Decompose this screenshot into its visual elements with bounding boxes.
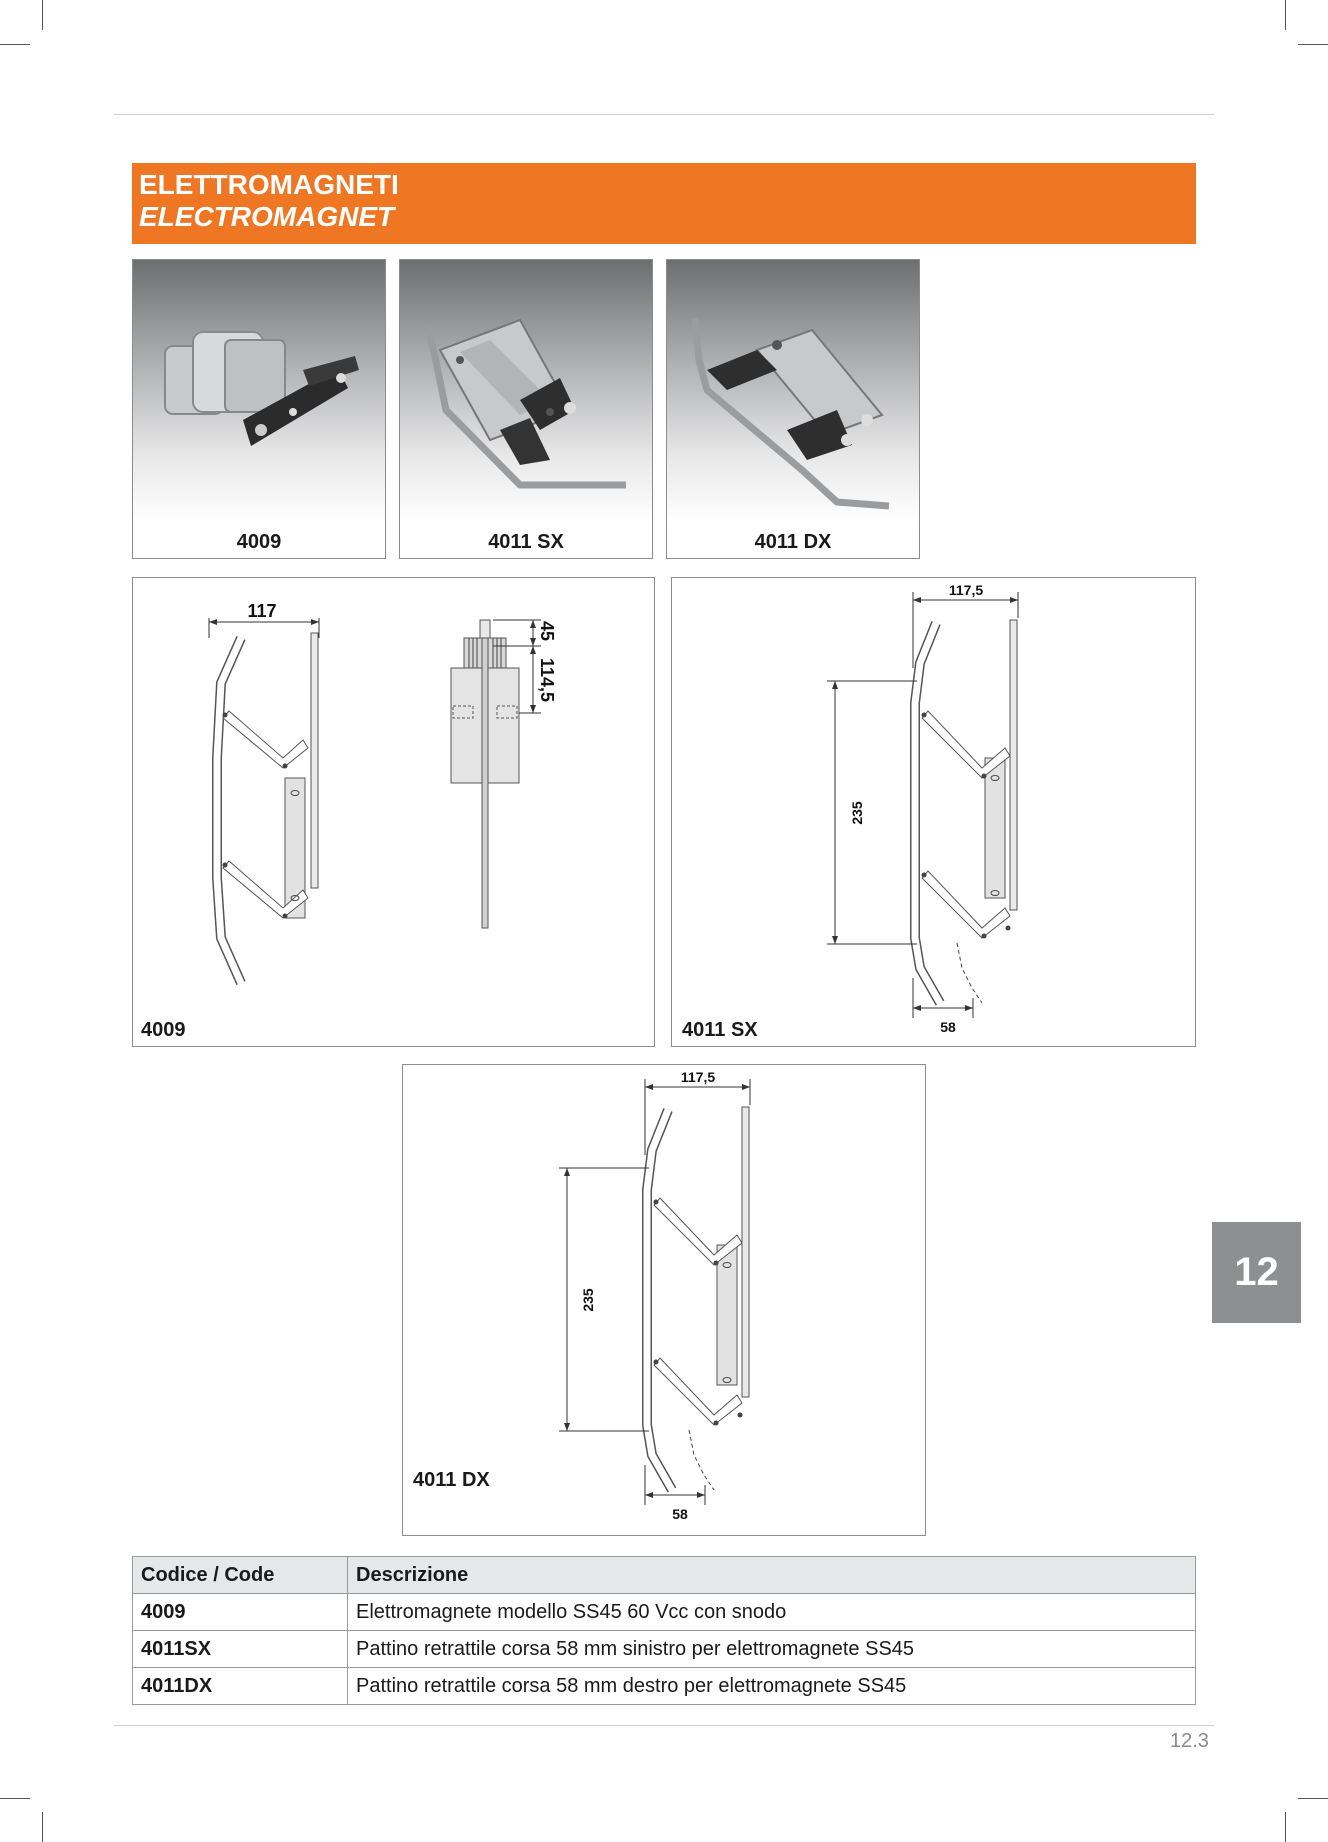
dim-label-b: 114,5	[537, 658, 557, 703]
photo-image	[400, 260, 652, 522]
photo-caption: 4011 SX	[488, 531, 564, 553]
dim-label-width: 117,5	[948, 582, 984, 598]
table-row	[133, 1631, 1196, 1668]
crop-mark	[42, 0, 43, 30]
dim-label-width: 117,5	[680, 1069, 716, 1085]
table-row	[133, 1594, 1196, 1631]
product-code: 4011DX	[133, 1668, 348, 1705]
dim-label-stroke: 58	[940, 1019, 956, 1035]
technical-drawing-4009	[133, 578, 654, 1046]
crop-mark	[42, 1812, 43, 1842]
photo-image	[133, 260, 385, 522]
drawing-panel-4011sx	[671, 577, 1196, 1047]
chapter-tab: 12	[1212, 1222, 1301, 1323]
dim-label-width: 117	[247, 601, 277, 621]
dim-label-a: 45	[537, 621, 557, 642]
top-rule	[114, 114, 1214, 115]
crop-mark	[1298, 1798, 1328, 1799]
product-code: 4011SX	[133, 1631, 348, 1668]
section-header	[132, 163, 1196, 244]
dim-label-height: 235	[849, 801, 865, 825]
product-description: Pattino retrattile corsa 58 mm destro per elettromagnete SS45	[348, 1668, 1196, 1705]
dim-label-height: 235	[580, 1288, 596, 1312]
product-description: Pattino retrattile corsa 58 mm sinistro per elettromagnete SS45	[348, 1631, 1196, 1668]
drawing-label: 4009	[141, 1019, 186, 1041]
column-header-description: Descrizione	[348, 1557, 1196, 1594]
table-header-row	[133, 1557, 1196, 1594]
product-photo-4011dx	[666, 259, 920, 559]
page-number: 12.3	[1170, 1730, 1209, 1752]
drawing-panel-4011dx	[402, 1064, 926, 1536]
column-header-code: Codice / Code	[133, 1557, 348, 1594]
title-english: ELECTROMAGNET	[139, 201, 395, 232]
drawing-label: 4011 SX	[682, 1019, 758, 1041]
product-description: Elettromagnete modello SS45 60 Vcc con snodo	[348, 1594, 1196, 1631]
product-photo-4009	[132, 259, 386, 559]
photo-caption: 4011 DX	[754, 531, 832, 553]
product-code: 4009	[133, 1594, 348, 1631]
drawing-panel-4009	[132, 577, 655, 1047]
technical-drawing-4011dx	[403, 1065, 925, 1535]
product-photo-4011sx	[399, 259, 653, 559]
photo-image	[667, 260, 919, 522]
product-table	[132, 1556, 1196, 1705]
dim-label-stroke: 58	[672, 1506, 688, 1522]
title-italian: ELETTROMAGNETI	[139, 169, 399, 200]
photo-caption: 4009	[236, 531, 282, 553]
crop-mark	[0, 44, 30, 45]
crop-mark	[1285, 0, 1286, 30]
crop-mark	[0, 1798, 30, 1799]
drawing-label: 4011 DX	[413, 1469, 490, 1491]
technical-drawing-4011sx	[672, 578, 1195, 1046]
bottom-rule	[114, 1725, 1214, 1726]
crop-mark	[1298, 44, 1328, 45]
crop-mark	[1285, 1812, 1286, 1842]
table-row	[133, 1668, 1196, 1705]
